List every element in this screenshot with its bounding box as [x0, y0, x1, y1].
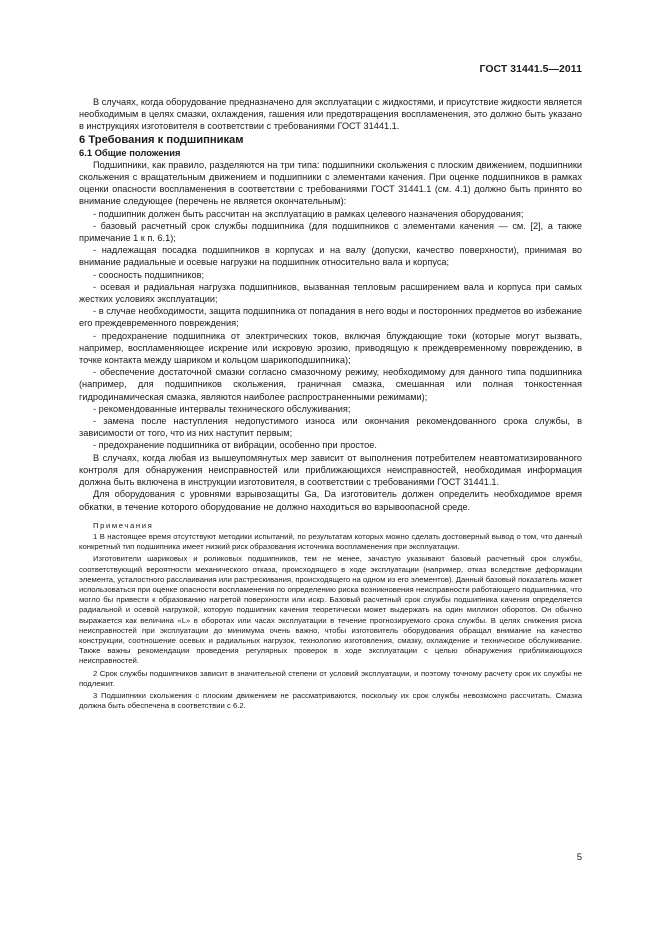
note-paragraph: 3 Подшипники скольжения с плоским движением не рассматриваются, поскольку их срок службы невозможно рассчитать. Смазка должна быть обеспечена в соответствии с 6.2.	[79, 690, 582, 711]
list-item: - замена после наступления недопустимого износа или окончания рекомендованного срока службы, в зависимости от того, что из них наступит первым;	[79, 416, 582, 439]
page-number: 5	[576, 852, 582, 863]
section-heading: 6 Требования к подшипникам	[79, 133, 244, 146]
list-item: - осевая и радиальная нагрузка подшипников, вызванная тепловым расширением вала и корпуса при самых жестких условиях эксплуатации;	[79, 281, 582, 305]
list-item: - соосность подшипников;	[93, 269, 205, 280]
notes-block	[79, 521, 582, 712]
document-code-header: ГОСТ 31441.5—2011	[479, 64, 582, 75]
body-paragraph: В случаях, когда любая из вышеупомянутых мер зависит от выполнения потребителем неавтоматизированного контроля для обнаружения неисправностей или приближающихся неисправностей, необходимая информация должна быть включена в инструкции изготовителя, в соответствии с требованиями ГОСТ 31441.1.	[79, 452, 582, 488]
list-item: - рекомендованные интервалы технического обслуживания;	[93, 403, 351, 414]
subsection-heading: 6.1 Общие положения	[79, 146, 181, 158]
body-paragraph: Для оборудования с уровнями взрывозащиты Ga, Da изготовитель должен определить необходимое время обкатки, в течение которого оборудование не должно находиться во взрывоопасной среде.	[79, 489, 582, 512]
note-paragraph: 1 В настоящее время отсутствуют методики испытаний, по результатам которых можно сделать достоверный вывод о том, что данный конкретный тип подшипника имеет низкий риск образования источника воспламенения при эксплуатации.	[79, 531, 582, 552]
list-item: - надлежащая посадка подшипников в корпусах и на валу (допуски, качество поверхности), принимая во внимание радиальные и осевые нагрузки на подшипник относительно вала и корпуса;	[79, 245, 582, 268]
section-lead-paragraph: Подшипники, как правило, разделяются на три типа: подшипники скольжения с плоским движением, подшипники скольжения с вращательным движением и подшипники с элементами качения. При оценке подшипников в рамках оценки опасности воспламенения в соответствии с требованиями ГОСТ 31441.1 (см. 4.1) должно быть принято во внимание следующее (перечень не является окончательным):	[79, 159, 582, 207]
list-item: - предохранение подшипника от электрических токов, включая блуждающие токи (которые могут вызвать, например, воспламеняющее искрение или искровую эрозию, приводящую к преждевременному повреждению, в точке контакта между шариком и кольцом шарикоподшипника);	[79, 330, 582, 366]
list-item: - подшипник должен быть рассчитан на эксплуатацию в рамках целевого назначения оборудования;	[93, 208, 524, 219]
document-body	[79, 96, 582, 713]
list-item: - предохранение подшипника от вибрации, особенно при простое.	[93, 440, 377, 451]
intro-paragraph: В случаях, когда оборудование предназначено для эксплуатации с жидкостями, и присутствие жидкости является необходимым в целях смазки, охлаждения, гашения или предотвращения воспламенения, это должно быть указано в инструкциях изготовителя в соответствии с требованиями ГОСТ 31441.1.	[79, 97, 582, 132]
list-item: - обеспечение достаточной смазки согласно смазочному режиму, необходимому для данного типа подшипника (например, для подшипников скольжения, граничная смазка, смешанная или полная тонкостенная гидродинамическая смазка, являются наиболее распространенными режимами);	[79, 367, 582, 402]
note-paragraph: Изготовители шариковых и роликовых подшипников, тем не менее, зачастую указывают базовый расчетный срок службы, соответствующий вероятности механического отказа, происходящего в ходе эксплуатации (например, отказ вследствие деформации элемента, усталостного расслаивания или растрескивания, происходящего на одном из его элементов). Данный базовый показатель может использоваться при оценке опасности воспламенения по определению риска возникновения неисправности работающего подшипника, что могло бы привести к образованию нагретой поверхности или искр. Базовый расчетный срок службы подшипника качения определяется радиальной и осевой нагрузкой, которую подшипник качения теоретически может выдержать на один миллион оборотов. Он обычно выражается как величина «L» в оборотах или часах эксплуатации в течение прогнозируемого срока службы. В целях снижения риска неисправностей при эксплуатации до минимума очень важно, чтобы изготовитель оборудования обращал внимание на качество конструкции, соотношение осевых и радиальных нагрузок, технологию изготовления, смазку, охлаждение и техническое обслуживание. Также важны рекомендации проведения регулярных проверок в ходе эксплуатации с целью обнаружения приближающихся неисправностей.	[79, 554, 582, 666]
list-item: - базовый расчетный срок службы подшипника (для подшипников с элементами качения — см. [2], а также примечание 1 к п. 6.1);	[79, 220, 582, 244]
notes-title: Примечания	[93, 520, 154, 530]
note-paragraph: 2 Срок службы подшипников зависит в значительной степени от условий эксплуатации, и поэтому точному расчету срок их службы не подлежит.	[79, 668, 582, 688]
list-item: - в случае необходимости, защита подшипника от попадания в него воды и посторонних предметов во избежание его преждевременного повреждения;	[79, 306, 582, 329]
